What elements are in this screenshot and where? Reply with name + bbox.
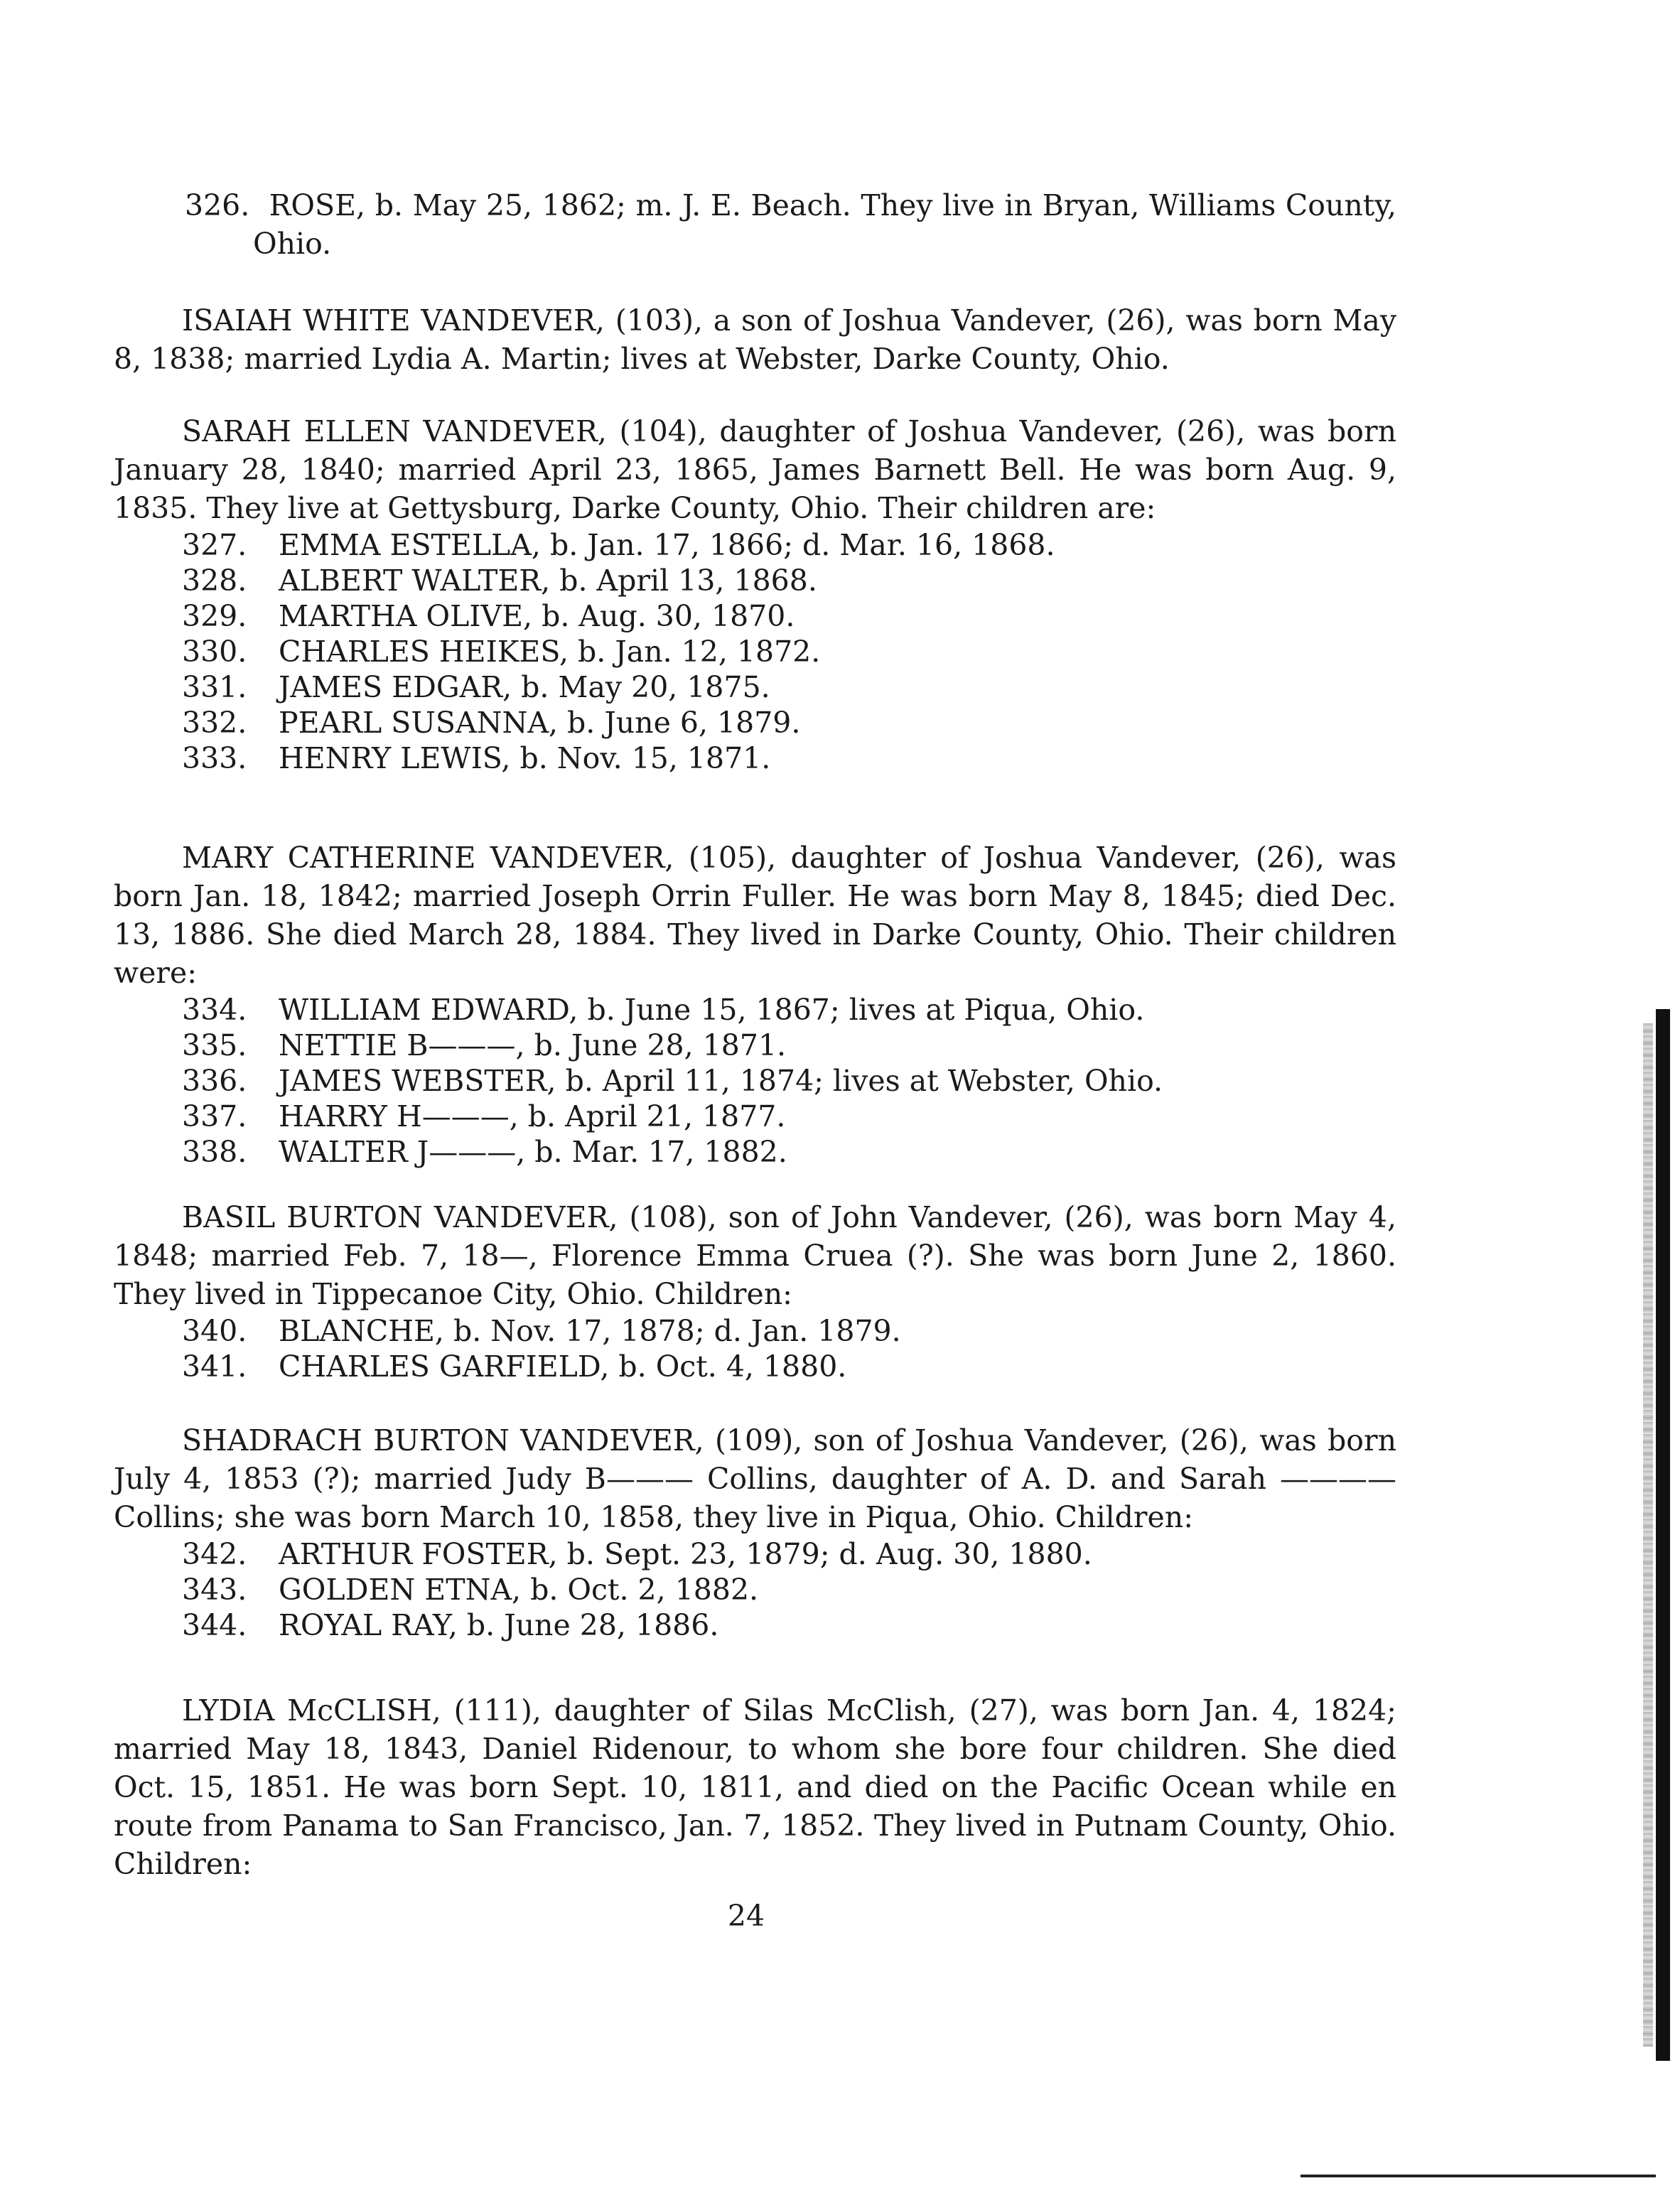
shadrach-section <box>114 1421 1396 1643</box>
paragraph-isaiah: ISAIAH WHITE VANDEVER, (103), a son of Joshua Vandever, (26), was born May 8, 1838; married Lydia A. Martin; lives at Webster, Darke County, Ohio. <box>114 303 1396 376</box>
entry-text: ALBERT WALTER, b. April 13, 1868. <box>279 564 817 598</box>
entry-number: 337. <box>182 1099 247 1133</box>
entry-text: ROYAL RAY, b. June 28, 1886. <box>279 1608 719 1642</box>
scan-binding-bar <box>1656 1009 1670 2061</box>
list-item <box>114 992 1396 1028</box>
entry-number: 340. <box>182 1314 247 1348</box>
entry-text: HENRY LEWIS, b. Nov. 15, 1871. <box>279 741 771 775</box>
entry-text: NETTIE B———, b. June 28, 1871. <box>279 1028 787 1062</box>
entry-text: PEARL SUSANNA, b. June 6, 1879. <box>279 706 801 740</box>
paragraph-shadrach: SHADRACH BURTON VANDEVER, (109), son of Joshua Vandever, (26), was born July 4, 1853 (?); married Judy B——— Collins, daughter of A. D. and Sarah ———— Collins; she was born March 10, 1858, they live in Piqua, Ohio. Children: <box>114 1423 1396 1534</box>
entry-number: 342. <box>182 1537 247 1571</box>
list-item <box>114 1349 1396 1384</box>
paragraph-lydia: LYDIA McCLISH, (111), daughter of Silas McClish, (27), was born Jan. 4, 1824; married May 18, 1843, Daniel Ridenour, to whom she bore four children. She died Oct. 15, 1851. He was born Sept. 10, 1811, and died on the Pacific Ocean while en route from Panama to San Francisco, Jan. 7, 1852. They lived in Putnam County, Ohio. Children: <box>114 1693 1396 1881</box>
entry-text: GOLDEN ETNA, b. Oct. 2, 1882. <box>279 1573 759 1607</box>
children-list-shadrach <box>114 1536 1396 1643</box>
entry-text: ARTHUR FOSTER, b. Sept. 23, 1879; d. Aug. 30, 1880. <box>279 1537 1092 1571</box>
entry-number: 326. <box>185 188 250 222</box>
entry-text: HARRY H———, b. April 21, 1877. <box>279 1099 786 1133</box>
entry-text: CHARLES HEIKES, b. Jan. 12, 1872. <box>279 635 821 669</box>
entry-number: 341. <box>182 1349 247 1384</box>
scan-bottom-line <box>1301 2175 1656 2177</box>
entry-text: ROSE, b. May 25, 1862; m. J. E. Beach. They live in Bryan, Williams County, Ohio. <box>253 188 1396 261</box>
lydia-section <box>114 1691 1396 1883</box>
list-item <box>114 1607 1396 1643</box>
list-item <box>114 669 1396 705</box>
list-item <box>114 527 1396 563</box>
entry-text: EMMA ESTELLA, b. Jan. 17, 1866; d. Mar. 16, 1868. <box>279 528 1055 562</box>
entry-number: 343. <box>182 1573 247 1607</box>
entry-text: BLANCHE, b. Nov. 17, 1878; d. Jan. 1879. <box>279 1314 901 1348</box>
sarah-section <box>114 412 1396 776</box>
entry-text: WILLIAM EDWARD, b. June 15, 1867; lives at Piqua, Ohio. <box>279 993 1145 1027</box>
paragraph-mary: MARY CATHERINE VANDEVER, (105), daughter of Joshua Vandever, (26), was born Jan. 18, 1842; married Joseph Orrin Fuller. He was born May 8, 1845; died Dec. 13, 1886. She died March 28, 1884. They lived in Darke County, Ohio. Their children were: <box>114 841 1396 990</box>
entry-text: JAMES WEBSTER, b. April 11, 1874; lives at Webster, Ohio. <box>279 1064 1163 1098</box>
entry-number: 327. <box>182 528 247 562</box>
list-item <box>114 598 1396 634</box>
entry-text: MARTHA OLIVE, b. Aug. 30, 1870. <box>279 599 795 633</box>
children-list-basil <box>114 1313 1396 1384</box>
entry-number: 330. <box>182 635 247 669</box>
entry-326 <box>114 186 1396 263</box>
list-item <box>114 1536 1396 1572</box>
entry-number: 332. <box>182 706 247 740</box>
entry-326-line <box>114 186 1396 263</box>
entry-number: 333. <box>182 741 247 775</box>
entry-number: 331. <box>182 670 247 704</box>
entry-text: CHARLES GARFIELD, b. Oct. 4, 1880. <box>279 1349 847 1384</box>
entry-text: JAMES EDGAR, b. May 20, 1875. <box>279 670 770 704</box>
entry-number: 336. <box>182 1064 247 1098</box>
scan-edge-shadow <box>1643 1023 1653 2047</box>
basil-section <box>114 1198 1396 1384</box>
children-list-sarah <box>114 527 1396 776</box>
list-item <box>114 1572 1396 1607</box>
entry-number: 338. <box>182 1135 247 1169</box>
entry-text: WALTER J———, b. Mar. 17, 1882. <box>279 1135 787 1169</box>
page-number: 24 <box>727 1899 765 1933</box>
isaiah-section <box>114 301 1396 378</box>
children-list-mary <box>114 992 1396 1170</box>
entry-number: 344. <box>182 1608 247 1642</box>
list-item <box>114 1134 1396 1170</box>
entry-number: 335. <box>182 1028 247 1062</box>
list-item <box>114 634 1396 669</box>
entry-number: 334. <box>182 993 247 1027</box>
list-item <box>114 1099 1396 1134</box>
list-item <box>114 1028 1396 1063</box>
list-item <box>114 1313 1396 1349</box>
paragraph-sarah: SARAH ELLEN VANDEVER, (104), daughter of Joshua Vandever, (26), was born January 28, 1840; married April 23, 1865, James Barnett Bell. He was born Aug. 9, 1835. They live at Gettysburg, Darke County, Ohio. Their children are: <box>114 414 1396 525</box>
mary-section <box>114 839 1396 1170</box>
list-item <box>114 1063 1396 1099</box>
entry-number: 328. <box>182 564 247 598</box>
list-item <box>114 563 1396 598</box>
list-item <box>114 740 1396 776</box>
entry-number: 329. <box>182 599 247 633</box>
paragraph-basil: BASIL BURTON VANDEVER, (108), son of John Vandever, (26), was born May 4, 1848; married Feb. 7, 18—, Florence Emma Cruea (?). She was born June 2, 1860. They lived in Tippecanoe City, Ohio. Children: <box>114 1200 1396 1311</box>
list-item <box>114 705 1396 740</box>
